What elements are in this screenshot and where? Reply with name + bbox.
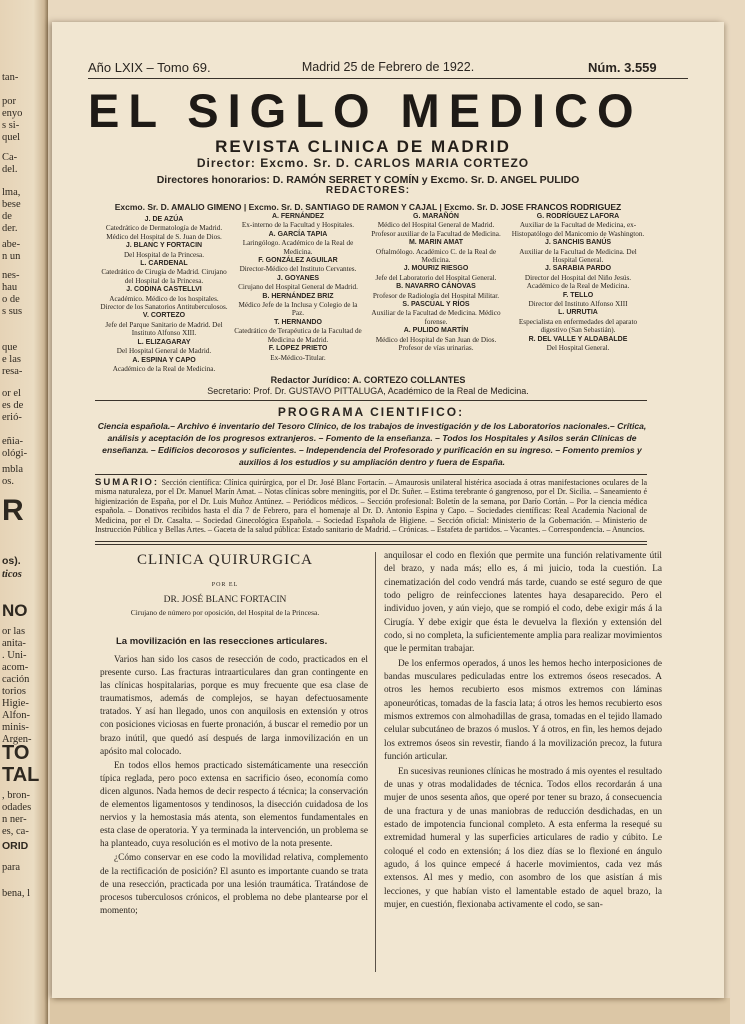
editor-name: F. TELLO — [562, 291, 594, 299]
left-page-text-fragment: Higie- — [2, 698, 29, 709]
editor-description: Director del Hospital del Niño Jesús. Académico de la Real de Medicina. — [524, 273, 632, 291]
left-page-text-fragment: e las — [2, 354, 21, 365]
article-affiliation: Cirujano de número por oposición, del Hospital de la Princesa. — [130, 608, 320, 617]
editor-description: Académico. Médico de los hospitales. Director de los Sanatorios Antituberculosos. — [100, 294, 228, 312]
editor-name: L. ELIZAGARAY — [137, 338, 191, 346]
left-page-text-fragment: abe- — [2, 239, 21, 250]
editor-name: L. CARDENAL — [140, 260, 188, 268]
left-page-text-fragment: del. — [2, 164, 18, 175]
summary-rule — [95, 541, 647, 542]
editor-name: B. NAVARRO CÁNOVAS — [396, 283, 476, 291]
editor-description: Especialista en enfermedades del aparato digestivo (San Sebastián). — [518, 317, 638, 335]
program-title: PROGRAMA CIENTIFICO: — [277, 405, 465, 419]
editor-name: R. DEL VALLE Y ALDABALDE — [528, 335, 628, 343]
left-page-text-fragment: por — [2, 96, 16, 107]
left-page-text-fragment: lma, — [2, 187, 21, 198]
left-page-text-fragment: es, ca- — [2, 826, 29, 837]
editor-description: Del Hospital de la Princesa. — [123, 250, 205, 259]
editor-name: A. GARCÍA TAPIA — [268, 230, 328, 238]
honorary-directors: Directores honorarios: D. RAMÓN SERRET Y COMÍN y Excmo. Sr. D. ANGEL PULIDO — [156, 174, 580, 186]
left-page-text-fragment: nes- — [2, 270, 20, 281]
issue-date: Madrid 25 de Febrero de 1922. — [301, 60, 475, 74]
article-paragraph: ¿Cómo conservar en ese codo la movilidad relativa, complemento de la rectificación de posición? El asunto es importante cuando se trata de una resección, practicada por una lesión traumática. Tratándose de procesos tuberculosos crónicos, el problema no debe plantearse por el momento; — [100, 853, 368, 916]
summary-label: SUMARIO: — [95, 477, 160, 488]
article-left-column — [100, 654, 368, 918]
editor-description: Ex-Médico-Titular. — [270, 353, 326, 362]
editor-description: Ex-interno de la Facultad y Hospitales. — [241, 221, 355, 230]
left-page-text-fragment: or el — [2, 388, 21, 399]
left-page-text-fragment: Ca- — [2, 152, 18, 163]
left-page-text-fragment: os. — [2, 476, 14, 487]
left-page-text-fragment: , bron- — [2, 790, 30, 801]
editor-name: T. HERNANDO — [274, 318, 322, 326]
left-page-text-fragment: ORID — [2, 840, 29, 852]
left-page-text-fragment: para — [2, 862, 21, 873]
masthead-title: EL SIGLO MEDICO — [88, 84, 643, 137]
left-page-text-fragment: NO — [2, 601, 28, 620]
left-page-text-fragment: . Uni- — [2, 650, 27, 661]
article-paragraph: En sucesivas reuniones clínicas he mostrado á mis oyentes el resultado de unas y otras modalidades de técnica. Todos ellos recordarán á una mujer de unos sesenta años, que operé por tener su brazo, á consecuencia de una fractura y de unas maniobras de reducción desdichadas, en un estado de impotencia funcional completo. A esta enferma la resequé su extremidad humeral y las superficies articulares de radio y cúbito. Le coloqué el codo en extensión; á los diez días se lo flexioné en ángulo agudo, á los quince empecé á hacerle movimientos, cada vez más extensos. Al mes y medio, con asombro de los que asistían á mis lecciones, y que habían visto el lamentable estado de aquel brazo, la mujer, en cuestión, flexionaba activamente el codo, se san- — [384, 766, 662, 910]
editor-name: J. GOYANES — [276, 274, 320, 282]
article-right-column — [384, 550, 662, 912]
editor-description: Laringólogo. Académico de la Real de Medicina. — [242, 239, 354, 256]
left-page-text-fragment: odades — [2, 802, 32, 813]
left-page-text-fragment: minis- — [2, 722, 29, 733]
chief-editors: Excmo. Sr. D. AMALIO GIMENO | Excmo. Sr. D. SANTIAGO DE RAMON Y CAJAL | Excmo. Sr. D. JOSE FRANCOS RODRIGUEZ — [114, 202, 622, 212]
page-bottom-edge — [50, 998, 730, 1024]
editor-description: Director-Médico del Instituto Cervantes. — [239, 265, 357, 274]
editor-description: Auxiliar de la Facultad de Medicina, ex-Histopatólogo del Manicomio de Washington. — [511, 221, 645, 238]
editor-name: J. BLANC Y FORTACIN — [125, 242, 203, 250]
editor-name: J. SARABIA PARDO — [544, 265, 612, 273]
article-section-title: CLINICA QUIRURGICA — [137, 552, 313, 568]
editor-name: M. MARIN AMAT — [408, 239, 464, 247]
editor-name: S. PASCUAL Y RÍOS — [402, 301, 470, 309]
editor-description: Jefe del Parque Sanitario de Madrid. Del Instituto Alfonso XIII. — [105, 320, 223, 338]
editor-description: Profesor de Radiología del Hospital Militar. — [372, 291, 500, 300]
editor-description: Cirujano del Hospital General de Madrid. — [238, 283, 358, 292]
editor-description: Catedrático de Dermatología de Madrid. Médico del Hospital de S. Juan de Dios. — [105, 224, 223, 241]
left-page-text-fragment: bese — [2, 199, 21, 210]
masthead-rule — [95, 400, 647, 401]
article-paragraph: Varios han sido los casos de resección de codo, practicados en el presente curso. Las fracturas intraarticulares dan gran contingente en las clínicas hospitalarias, porque es muy frecuente que esa clase de traumatismos, además de complejos, se hayan defectuosamente tratados. Y así han llegado, unos con anquilosis en extensión y otros con posiciones viciosas en fuerte pronación, á buscar el remedio por un brazo inútil, que quedó así después de larga inmovilización en un apósito mal colocado. — [100, 655, 368, 757]
editor-name: L. URRUTIA — [558, 309, 598, 317]
left-page-text-fragment: hau — [2, 282, 18, 293]
left-page-text-fragment: anita- — [2, 638, 26, 649]
article-author: DR. JOSÉ BLANC FORTACIN — [163, 595, 287, 605]
editors-column-3 — [366, 212, 506, 353]
left-page-text-fragment: R — [2, 494, 24, 527]
left-page-text-fragment: resa- — [2, 366, 23, 377]
editor-description: Catedrático de Terapéutica de la Facultad de Medicina de Madrid. — [234, 327, 362, 344]
left-page-fragment — [0, 0, 48, 1024]
masthead-subtitle: REVISTA CLINICA DE MADRID — [215, 137, 511, 156]
program-text: Ciencia española.– Archivo é inventario del Tesoro Clínico, de los trabajos de investigación y de los Laboratorios nacionales.– Crítica, análisis y aceptación de los progresos extranjeros. – Fomento de la enseñanza. – Todos los Hospitales y Asilos serán Clínicas de enseñanza. – Edificios decorosos y suficientes. – Independencia del Profesorado y purificación en su ingreso. – Fomento premios y auxilios á los estudios y su ampliación dentro y fuera de España. — [97, 421, 647, 467]
editor-description: Oftalmólogo. Académico C. de la Real de Medicina. — [375, 247, 497, 265]
left-page-text-fragment: n un — [2, 251, 21, 262]
editor-name: J. MOURIZ RIESGO — [403, 265, 469, 273]
left-page-text-fragment: os). — [2, 555, 21, 567]
left-page-text-fragment: de — [2, 211, 12, 222]
summary-text: Sección científica: Clínica quirúrgica, por el Dr. José Blanc Fortacín. – Amaurosis unilateral histérica asociada á otras manifestaciones oculares de la misma naturaleza, por el Dr. Manuel Marín Amat. – Notas clínicas sobre meningitis, por el Dr. Suñer. – Estima terebrante ó gangrenoso, por el Dr. Sicilia. – Saneamiento é higienización de España, por el Dr. Luis Muñoz Antúnez. – Periódicos médicos. – Sección profesional: Boletín de la semana, por Darío Cortán. – Por la ciencia médica española. – Donativos recibidos hasta el día 7 de Febrero, para el homenaje al Dr. D. Antonio Espina y Capo. – Sociedades científicas: Real Academia Nacional de Medicina, por el Dr. Casalta. – Sociedad Ginecológica Española. – Sociedad Española de Higiene. – Sección oficial: Ministerio de la Gobernación. – Ministerio de Instrucción Pública y Bellas Artes. – Gaceta de la salud pública: Estado sanitario de Madrid. – Crónicas. – Estafeta de partidos. – Vacantes. – Correspondencia. – Anuncios. — [95, 478, 648, 535]
editor-name: A. FERNÁNDEZ — [271, 213, 325, 220]
left-page-text-fragment: mbla — [2, 464, 23, 475]
editors-heading: REDACTORES: — [325, 185, 411, 196]
left-page-text-fragment: cación — [2, 674, 30, 685]
left-page-text-fragment: o de — [2, 294, 20, 305]
editor-description: Médico del Hospital General de Madrid. Profesor auxiliar de la Facultad de Medicina. — [371, 221, 501, 238]
left-page-text-fragment: eñia- — [2, 436, 23, 447]
editor-description: Académico de la Real de Medicina. — [112, 364, 216, 373]
editor-name: G. MARAÑÓN — [413, 213, 459, 220]
volume-info: Año LXIX – Tomo 69. — [88, 60, 211, 75]
editor-name: J. CODINA CASTELLVI — [126, 286, 202, 294]
left-page-text-fragment: or las — [2, 626, 26, 637]
program-rule — [95, 474, 647, 475]
editor-description: Director del Instituto Alfonso XIII — [528, 300, 628, 309]
issue-number: Núm. 3.559 — [588, 60, 657, 75]
left-page-text-fragment: ológi- — [2, 448, 28, 459]
article-subtitle: La movilización en las resecciones articulares. — [116, 636, 328, 647]
editor-name: J. DE AZÚA — [144, 216, 184, 223]
editors-column-4 — [508, 212, 648, 353]
left-page-text-fragment: Argen- — [2, 734, 32, 745]
editor-description: Catedrático de Cirugía de Madrid. Cirujano del Hospital de la Princesa. — [101, 268, 227, 285]
left-page-text-fragment: quel — [2, 132, 21, 143]
left-page-text-fragment: tan- — [2, 72, 19, 83]
editor-description: Del Hospital General de Madrid. — [116, 347, 212, 356]
editor-name: A. ESPINA Y CAPO — [132, 356, 196, 364]
left-page-text-fragment: es de — [2, 400, 24, 411]
left-page-text-fragment: TAL — [2, 764, 40, 786]
editor-name: F. GONZÁLEZ AGUILAR — [258, 257, 338, 265]
left-page-text-fragment: enyo — [2, 108, 23, 119]
editor-description: Auxiliar de la Facultad de Medicina. Médico forense. — [371, 309, 501, 326]
left-page-text-fragment: ticos — [2, 569, 22, 580]
editor-description: Del Hospital General. — [546, 344, 610, 353]
editor-name: B. HERNÁNDEZ BRIZ — [262, 292, 334, 300]
editor-name: J. SANCHIS BANÚS — [544, 239, 612, 247]
editor-description: Auxiliar de la Facultad de Medicina. Del Hospital General. — [519, 247, 637, 265]
left-page-text-fragment: Alfon- — [2, 710, 30, 721]
editor-name: V. CORTEZO — [142, 312, 186, 320]
editor-description: Jefe del Laboratorio del Hospital General. — [375, 273, 497, 282]
legal-editor: Redactor Jurídico: A. CORTEZO COLLANTES — [270, 375, 466, 385]
left-page-text-fragment: n ner- — [2, 814, 27, 825]
left-page-text-fragment: TO — [2, 742, 30, 764]
secretary-line: Secretario: Prof. Dr. GUSTAVO PITTALUGA, Académico de la Real de Medicina. — [207, 386, 529, 396]
newspaper-page — [52, 22, 724, 998]
left-page-text-fragment: bena, l — [2, 888, 30, 899]
director-line: Director: Excmo. Sr. D. CARLOS MARIA CORTEZO — [196, 156, 530, 170]
column-divider — [375, 552, 376, 972]
left-page-text-fragment: s si- — [2, 120, 20, 131]
summary — [95, 478, 647, 534]
left-page-text-fragment: que — [2, 342, 18, 353]
left-page-text-fragment: s sus — [2, 306, 23, 317]
left-page-text-fragment: der. — [2, 223, 18, 234]
article-paragraph: En todos ellos hemos practicado sistemáticamente una resección típica reglada, pero poco extensa en sacrificio óseo, economía como dicen algunos. Nada hemos de decir respecto á técnica; la conservación de elementos ligamentosos y tendinosos, la disección cuidadosa de los nervios y la hemostasia más atenta, son elementos fundamentales en esta clase de operatoria. Y ya terminada la intervención, un problema se ha planteado, cuya resolución es el motivo de la nota presente. — [100, 760, 368, 850]
editor-description: Médico del Hospital de San Juan de Dios. Profesor de vías urinarias. — [375, 335, 497, 353]
editors-column-2 — [234, 212, 362, 362]
article-paragraph: De los enfermos operados, á unos les hemos hecho interposiciones de bandas musculares pediculadas entre los extremos óseos resecados. A otros les hemos recubierto esos mismos extremos con láminas aponeuróticas, tomadas de la fascia lata; á otros les hemos recubierto esos mismos extremos con almohadillas de grasa, tomadas en el tejido llamado celular subcutáneo de brazos ó muslos. Y á otros, en fin, les hemos dejado los extremos óseos sin revestir, fiando á la movilización precoz, la futura función articular. — [384, 658, 662, 763]
editors-column-1 — [98, 215, 230, 373]
editor-name: A. PULIDO MARTÍN — [403, 327, 469, 335]
editor-name: F. LOPEZ PRIETO — [268, 345, 328, 353]
editor-description: Médico Jefe de la Inclusa y Colegio de la Paz. — [238, 301, 358, 318]
article-paragraph: anquilosar el codo en flexión que permite una función relativamente útil del brazo, y nada más; ello es, á mi juicio, toda la cuestión. La cinematización del codo vendrá más tarde, cuando se esté seguro de que todo peligro de reinfecciones latentes haya desaparecido. Pero el individuo joven, y aún viejo, que se rompió el codo, debe exigir más á la Cirugía. Y debe exigir que ésta le devuelva la flexión y extensión del codo, si no completa, la suficientemente amplia para realizar movimientos que le permitan trabajar. — [384, 551, 662, 655]
summary-rule-double — [95, 544, 647, 545]
editor-name: G. RODRÍGUEZ LAFORA — [536, 213, 620, 220]
left-page-text-fragment: acom- — [2, 662, 29, 673]
left-page-text-fragment: erió- — [2, 412, 22, 423]
header-rule — [88, 78, 688, 79]
article-by: POR EL — [211, 582, 239, 588]
left-page-text-fragment: torios — [2, 686, 26, 697]
